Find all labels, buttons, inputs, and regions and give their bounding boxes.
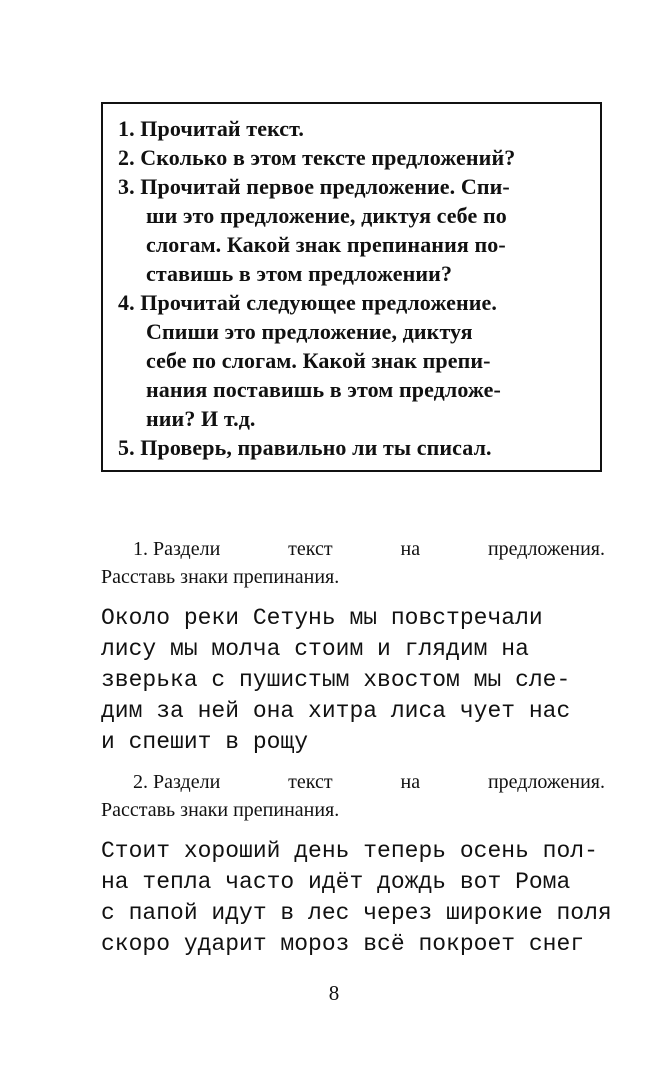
text-line: дим за ней она хитра лиса чует нас (101, 698, 571, 724)
text-line: Около реки Сетунь мы повстречали (101, 605, 543, 631)
page-number: 8 (328, 981, 340, 1005)
rule-line: слогам. Какой знак препинания по- (146, 232, 506, 257)
title-word: текст (288, 771, 333, 793)
instructions-box (101, 102, 602, 472)
rule-line: ши это предложение, диктуя себе по (146, 203, 507, 228)
text-line: Стоит хороший день теперь осень пол- (101, 838, 598, 864)
exercise-2-instruction: Расставь знаки препинания. (101, 799, 340, 821)
title-word: текст (288, 538, 333, 560)
exercise-2-text (101, 836, 612, 960)
rule-line: 2. Сколько в этом тексте предложений? (118, 145, 516, 170)
title-word: на (400, 771, 421, 793)
rule-line: 5. Проверь, правильно ли ты списал. (118, 435, 492, 460)
rule-line: нии? И т.д. (146, 406, 256, 431)
title-word: на (400, 538, 421, 560)
rule-line: себе по слогам. Какой знак препи- (146, 348, 491, 373)
exercise-1-text (101, 603, 605, 758)
exercise-1-instruction: Расставь знаки препинания. (101, 566, 340, 588)
exercise-1-title (101, 535, 605, 563)
rule-line: 3. Прочитай первое предложение. Спи- (118, 174, 510, 199)
rule-line: Спиши это предложение, диктуя (146, 319, 473, 344)
text-line: с папой идут в лес через широкие поля (101, 900, 612, 926)
title-word: предложения. (487, 538, 605, 560)
title-word: 1. Раздели (133, 538, 221, 560)
rule-line: ставишь в этом предложении? (146, 261, 453, 286)
exercise-1 (101, 535, 605, 758)
exercise-2-title (101, 768, 605, 796)
text-line: лису мы молча стоим и глядим на (101, 636, 529, 662)
text-line: и спешит в рощу (101, 729, 309, 755)
text-line: зверька с пушистым хвостом мы сле- (101, 667, 571, 693)
rule-line: нания поставишь в этом предложе- (146, 377, 501, 402)
rule-line: 1. Прочитай текст. (118, 116, 305, 141)
text-line: скоро ударит мороз всё покроет снег (101, 931, 585, 957)
text-line: на тепла часто идёт дождь вот Рома (101, 869, 571, 895)
title-word: предложения. (487, 771, 605, 793)
title-word: 2. Раздели (133, 771, 221, 793)
rule-line: 4. Прочитай следующее предложение. (118, 290, 497, 315)
exercise-2 (101, 768, 612, 960)
